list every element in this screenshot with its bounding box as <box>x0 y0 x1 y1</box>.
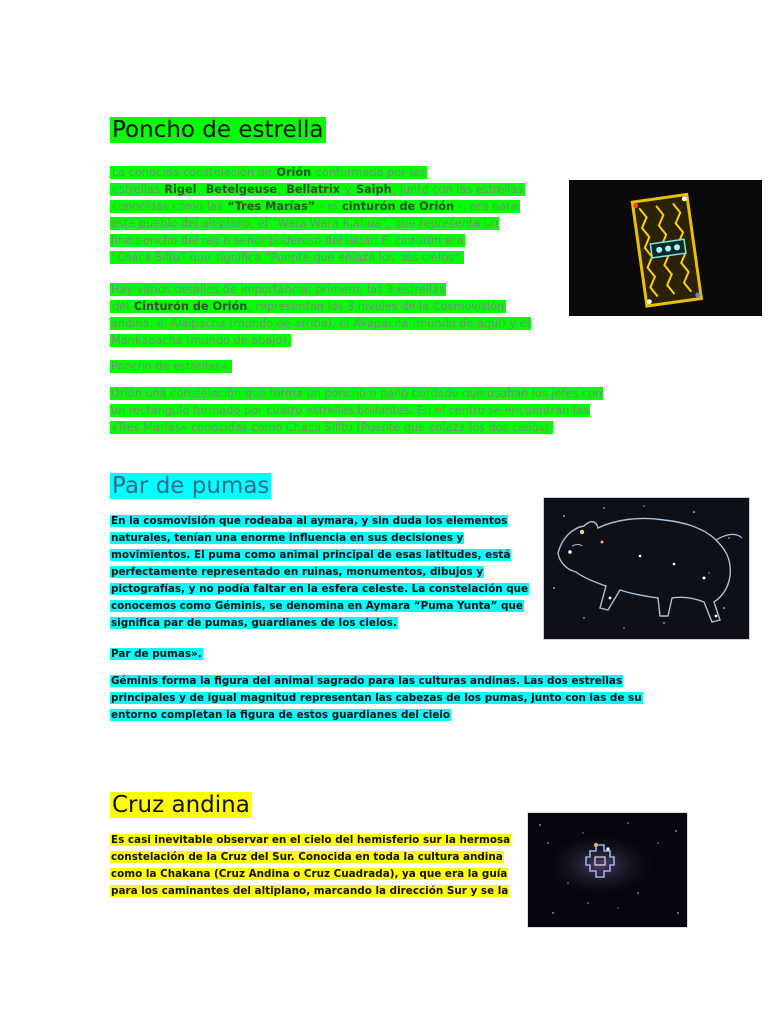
text-line: Hay varios detalles de importancia: primero, las 3 estrellas <box>111 283 445 296</box>
section-title-text: Par de pumas <box>112 473 270 499</box>
text-line: fino poncho del rey o señor poderoso del lugar. El cinturón era <box>111 234 464 247</box>
chakana-illustration <box>528 813 687 927</box>
text-bold: Saiph <box>355 183 392 196</box>
text-run: del <box>112 300 133 313</box>
text-line: movimientos. El puma como animal principal de esas latitudes, está <box>111 549 511 561</box>
paragraph-gemini-description <box>110 673 643 724</box>
chakana-constellation-image <box>527 812 688 928</box>
text-run: conformada por las <box>312 166 426 179</box>
text-line: para los caminantes del altiplano, marcando la dirección Sur y se la <box>111 885 509 897</box>
section-title-text: Poncho de estrella <box>112 117 324 143</box>
text-run: y <box>341 183 355 196</box>
text-line: En la cosmovisión que rodeaba al aymara, y sin duda los elementos <box>111 515 508 527</box>
text-line: como la Chakana (Cruz Andina o Cruz Cuadrada), ya que era la guía <box>111 868 508 880</box>
text-line: principales y de igual magnitud representan las cabezas de los pumas, junto con las de su <box>111 692 642 704</box>
text-line: naturales, tenían una enorme influencia en sus decisiones y <box>111 532 464 544</box>
text-line: Géminis forma la figura del animal sagrado para las culturas andinas. Las dos estrellas <box>111 675 623 687</box>
text-line: andina, el Alajpacha (mundo de arriba), el Akapacha (mundo de aquí) y el <box>111 317 530 330</box>
text-bold: Bellatrix <box>286 183 341 196</box>
text-line: Es casi inevitable observar en el cielo del hemisferio sur la hermosa <box>111 834 511 846</box>
paragraph-poncho-caption <box>110 358 232 375</box>
text-bold: Rigel <box>164 183 197 196</box>
text-run: La conocida constelación de <box>112 166 276 179</box>
text-line: un rectángulo formado por cuatro estrellas brillantes. En el centro se encuentran las <box>111 404 589 417</box>
text-bold: Cinturón de Orión <box>133 300 248 313</box>
section-title-text: Cruz andina <box>112 792 250 818</box>
text-line: perfectamente representado en ruinas, monumentos, dibujos y <box>111 566 484 578</box>
paragraph-orion-details <box>110 281 531 349</box>
text-line: Poncho de estrellas». <box>111 360 232 373</box>
text-line: «Tres Marías» conocidas como Chaca Silltu (Puente que enlaza los dos cielos). <box>111 421 553 434</box>
text-line: conocemos como Géminis, se denomina en Aymara “Puma Yunta” que <box>111 600 523 612</box>
paragraph-puma-intro <box>110 513 529 632</box>
text-line: Orión una constelación que forma un poncho o paño bordado que usaban los jefes con <box>111 387 603 400</box>
text-line: este pueblo del altiplano, el “Wara Wara Kjahua”, que representa un <box>111 217 499 230</box>
section-title-poncho <box>110 115 326 145</box>
text-bold: Orión <box>276 166 312 179</box>
text-run: , <box>278 183 286 196</box>
paragraph-orion-description <box>110 385 603 436</box>
text-bold: “Tres Marías” <box>227 200 316 213</box>
paragraph-puma-caption <box>110 646 203 663</box>
text-line: Par de pumas». <box>111 648 202 660</box>
text-run: -, era para <box>455 200 518 213</box>
text-bold: Betelgeuse <box>205 183 278 196</box>
text-line: pictografías, y no podía faltar en la esfera celeste. La constelación que <box>111 583 529 595</box>
text-line: Mankapacha (mundo de abajo). <box>111 334 291 347</box>
section-title-cruz <box>110 790 252 820</box>
text-run: estrellas <box>112 183 164 196</box>
text-run: - el <box>316 200 342 213</box>
poncho-constellation-image <box>569 180 762 316</box>
text-line: “Chaca Siltu” que significa “Puente que enlaza los dos cielos”. <box>111 251 464 264</box>
section-title-pumas <box>110 471 271 501</box>
poncho-illustration <box>569 180 762 316</box>
text-bold: cinturón de Orión <box>342 200 455 213</box>
text-run: , junto con las estrellas <box>392 183 524 196</box>
text-run: conocidas como las <box>112 200 227 213</box>
text-run: , <box>197 183 205 196</box>
text-line: constelación de la Cruz del Sur. Conocida en toda la cultura andina <box>111 851 503 863</box>
text-line: entorno completan la figura de estos guardianes del cielo <box>111 709 451 721</box>
puma-illustration <box>544 498 749 639</box>
paragraph-orion-intro <box>110 164 525 266</box>
text-line: significa par de pumas, guardianes de los cielos. <box>111 617 397 629</box>
puma-constellation-image <box>543 497 750 640</box>
paragraph-chakana-intro <box>110 832 511 900</box>
text-run: , representan los 3 niveles de la Cosmovisión <box>248 300 505 313</box>
